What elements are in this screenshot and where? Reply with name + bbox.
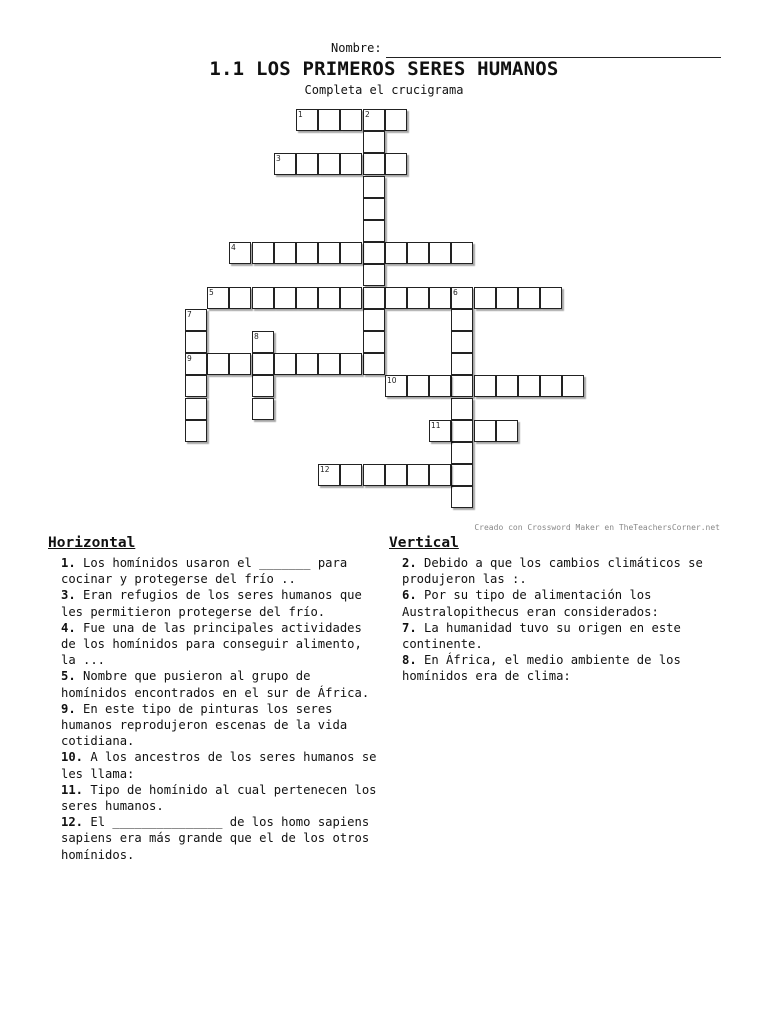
grid-cell[interactable]: [252, 353, 274, 375]
grid-cell[interactable]: [429, 287, 451, 309]
grid-cell[interactable]: [207, 353, 229, 375]
horizontal-clue: [61, 814, 381, 863]
grid-cell[interactable]: [229, 287, 251, 309]
grid-cell[interactable]: [318, 287, 340, 309]
grid-cell[interactable]: [474, 287, 496, 309]
horizontal-clue: [61, 587, 381, 619]
cell-number: 7: [187, 310, 192, 319]
cell-number: 10: [387, 376, 397, 385]
grid-cell[interactable]: [518, 375, 540, 397]
grid-cell[interactable]: [185, 420, 207, 442]
grid-cell[interactable]: [252, 331, 274, 353]
cell-number: 8: [254, 332, 259, 341]
grid-cell[interactable]: [385, 242, 407, 264]
grid-cell[interactable]: [363, 464, 385, 486]
clue-text: Por su tipo de alimentación los Australopithecus eran considerados:: [402, 588, 659, 619]
grid-cell[interactable]: [474, 420, 496, 442]
clue-number: 9.: [61, 701, 76, 716]
cell-number: 6: [453, 288, 458, 297]
grid-cell[interactable]: [451, 353, 473, 375]
clue-text: Debido a que los cambios climáticos se produjeron las :.: [402, 556, 703, 587]
grid-cell[interactable]: [540, 375, 562, 397]
horizontal-clue: [61, 782, 381, 814]
grid-cell[interactable]: [363, 353, 385, 375]
grid-cell[interactable]: [429, 375, 451, 397]
grid-cell[interactable]: [296, 153, 318, 175]
clue-text: Fue una de las principales actividades de los homínidos para conseguir alimento, la ...: [61, 620, 362, 668]
grid-cell[interactable]: [451, 309, 473, 331]
page-subtitle: Completa el crucigrama: [304, 83, 464, 97]
clue-number: 3.: [61, 588, 76, 603]
grid-cell[interactable]: [252, 242, 274, 264]
clue-number: 7.: [402, 620, 417, 635]
grid-cell[interactable]: [363, 109, 385, 131]
grid-cell[interactable]: [340, 287, 362, 309]
vertical-clues: [402, 555, 722, 685]
grid-cell[interactable]: [451, 398, 473, 420]
grid-cell[interactable]: [496, 420, 518, 442]
page-title: 1.1 LOS PRIMEROS SERES HUMANOS: [209, 58, 559, 80]
vertical-clue: [402, 652, 722, 684]
clue-text: Tipo de homínido al cual pertenecen los seres humanos.: [61, 782, 377, 814]
vertical-clue: [402, 587, 722, 619]
grid-cell[interactable]: [451, 242, 473, 264]
grid-cell[interactable]: [252, 375, 274, 397]
grid-cell[interactable]: [296, 353, 318, 375]
credit-text: Creado con Crossword Maker en TheTeachersCorner.net: [474, 523, 720, 532]
grid-cell[interactable]: [429, 464, 451, 486]
grid-cell[interactable]: [296, 109, 318, 131]
clue-text: En África, el medio ambiente de los homínidos era de clima:: [402, 653, 681, 684]
grid-cell[interactable]: [274, 153, 296, 175]
grid-cell[interactable]: [340, 109, 362, 131]
vertical-title: Vertical: [389, 535, 459, 551]
grid-cell[interactable]: [340, 153, 362, 175]
clue-number: 12.: [61, 815, 84, 830]
grid-cell[interactable]: [185, 331, 207, 353]
grid-cell[interactable]: [363, 220, 385, 242]
horizontal-clue: [61, 668, 381, 700]
cell-number: 12: [320, 465, 330, 474]
vertical-clue: [402, 555, 722, 587]
grid-cell[interactable]: [363, 131, 385, 153]
grid-cell[interactable]: [363, 242, 385, 264]
cell-number: 5: [209, 288, 214, 297]
grid-cell[interactable]: [274, 287, 296, 309]
grid-cell[interactable]: [363, 331, 385, 353]
horizontal-clue: [61, 701, 381, 750]
grid-cell[interactable]: [363, 264, 385, 286]
name-label: Nombre:: [331, 41, 382, 55]
grid-cell[interactable]: [385, 287, 407, 309]
grid-cell[interactable]: [185, 353, 207, 375]
grid-cell[interactable]: [274, 353, 296, 375]
grid-cell[interactable]: [407, 242, 429, 264]
clue-text: A los ancestros de los seres humanos se les llama:: [61, 750, 377, 781]
grid-cell[interactable]: [340, 353, 362, 375]
grid-cell[interactable]: [385, 464, 407, 486]
grid-cell[interactable]: [185, 398, 207, 420]
grid-cell[interactable]: [363, 176, 385, 198]
grid-cell[interactable]: [318, 464, 340, 486]
grid-cell[interactable]: [229, 242, 251, 264]
grid-cell[interactable]: [252, 287, 274, 309]
cell-number: 1: [298, 110, 303, 119]
grid-cell[interactable]: [451, 375, 473, 397]
clue-number: 6.: [402, 588, 417, 603]
grid-cell[interactable]: [474, 375, 496, 397]
clue-text: La humanidad tuvo su origen en este continente.: [402, 620, 681, 652]
grid-cell[interactable]: [318, 153, 340, 175]
grid-cell[interactable]: [363, 309, 385, 331]
grid-cell[interactable]: [229, 353, 251, 375]
grid-cell[interactable]: [252, 398, 274, 420]
clue-number: 4.: [61, 620, 76, 635]
grid-cell[interactable]: [340, 464, 362, 486]
horizontal-clue: [61, 749, 381, 781]
grid-cell[interactable]: [340, 242, 362, 264]
grid-cell[interactable]: [518, 287, 540, 309]
clue-text: En este tipo de pinturas los seres humanos reprodujeron escenas de la vida cotidiana.: [61, 701, 348, 749]
grid-cell[interactable]: [185, 309, 207, 331]
clue-number: 5.: [61, 669, 76, 684]
grid-cell[interactable]: [407, 375, 429, 397]
grid-cell[interactable]: [451, 486, 473, 508]
clue-text: Los homínidos usaron el _______ para cocinar y protegerse del frío ..: [61, 556, 348, 587]
cell-number: 4: [231, 243, 236, 252]
grid-cell[interactable]: [296, 287, 318, 309]
grid-cell[interactable]: [407, 287, 429, 309]
clue-number: 2.: [402, 556, 417, 570]
clue-number: 8.: [402, 653, 417, 668]
grid-cell[interactable]: [429, 420, 451, 442]
grid-cell[interactable]: [385, 109, 407, 131]
horizontal-clue: [61, 620, 381, 669]
grid-cell[interactable]: [185, 375, 207, 397]
horizontal-title: Horizontal: [48, 535, 136, 551]
grid-cell[interactable]: [429, 242, 451, 264]
cell-number: 3: [276, 154, 281, 163]
grid-cell[interactable]: [385, 375, 407, 397]
clue-number: 1.: [61, 556, 76, 570]
grid-cell[interactable]: [207, 287, 229, 309]
grid-cell[interactable]: [274, 242, 296, 264]
cell-number: 2: [365, 110, 370, 119]
grid-cell[interactable]: [562, 375, 584, 397]
clue-text: Eran refugios de los seres humanos que les permitieron protegerse del frío.: [61, 588, 362, 619]
grid-cell[interactable]: [451, 464, 473, 486]
grid-cell[interactable]: [451, 420, 473, 442]
grid-cell[interactable]: [363, 198, 385, 220]
cell-number: 11: [431, 421, 441, 430]
grid-cell[interactable]: [318, 242, 340, 264]
grid-cell[interactable]: [496, 287, 518, 309]
clue-text: El _______________ de los homo sapiens sapiens era más grande que el de los otros homínidos.: [61, 815, 370, 862]
grid-cell[interactable]: [385, 153, 407, 175]
grid-cell[interactable]: [318, 109, 340, 131]
grid-cell[interactable]: [540, 287, 562, 309]
grid-cell[interactable]: [451, 331, 473, 353]
grid-cell[interactable]: [296, 242, 318, 264]
clue-number: 10.: [61, 750, 84, 765]
grid-cell[interactable]: [363, 287, 385, 309]
horizontal-clues: [61, 555, 381, 863]
grid-cell[interactable]: [451, 287, 473, 309]
grid-cell[interactable]: [407, 464, 429, 486]
grid-cell[interactable]: [496, 375, 518, 397]
grid-cell[interactable]: [363, 153, 385, 175]
grid-cell[interactable]: [318, 353, 340, 375]
clue-text: Nombre que pusieron al grupo de homínidos encontrados en el sur de África.: [61, 669, 370, 700]
horizontal-clue: [61, 555, 381, 587]
clue-number: 11.: [61, 782, 84, 797]
grid-cell[interactable]: [451, 442, 473, 464]
vertical-clue: [402, 620, 722, 652]
cell-number: 9: [187, 354, 192, 363]
